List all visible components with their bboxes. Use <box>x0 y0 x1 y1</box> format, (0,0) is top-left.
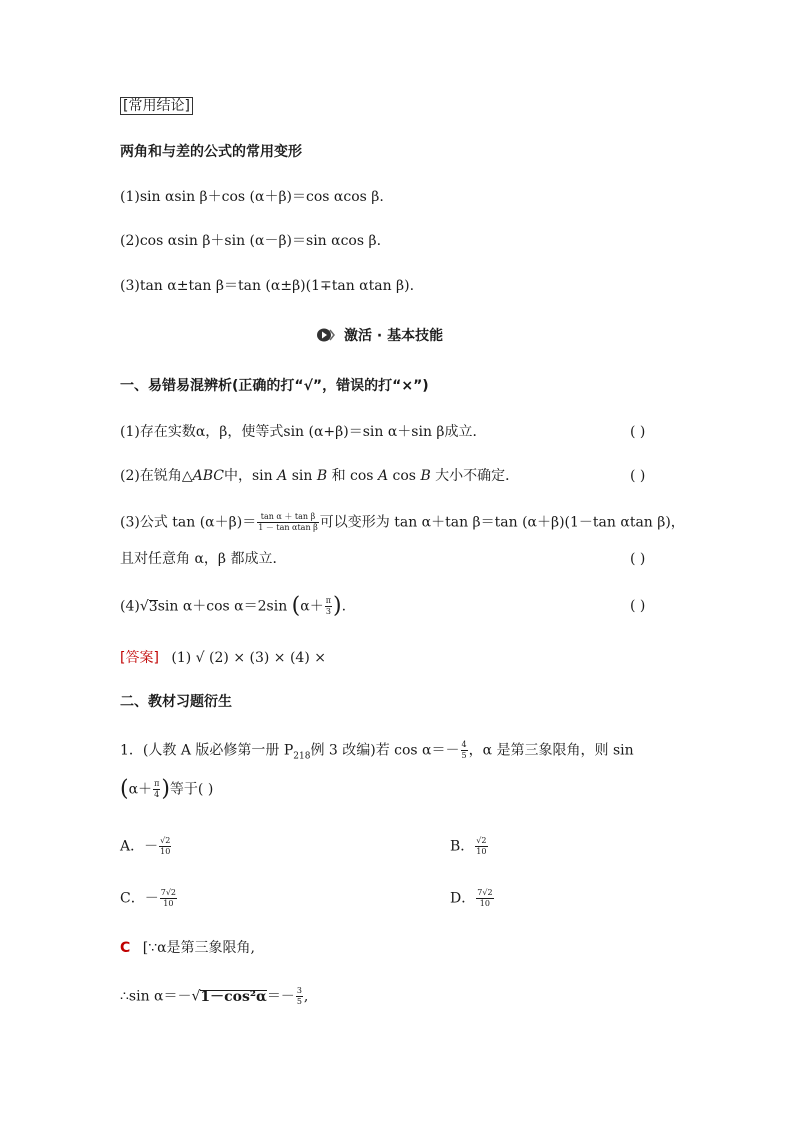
solution-line-1: C [∵α是第三象限角, <box>120 940 256 956</box>
option-c[interactable]: C．－ $\frac{7√2}{10}$ <box>120 888 177 908</box>
section-title: 激活 · 基本技能 <box>344 328 444 344</box>
part1-q1: (1)存在实数α，β，使等式sin (α+β)＝sin α＋sin β成立． <box>120 424 487 440</box>
part1-q2: (2)在锐角△ABC中，sin A sin B 和 cos A cos B 大小不确定． <box>120 468 520 484</box>
fraction: $\frac{\text{tan α ＋ tan β}}{\text{1 － tan αtan β}}$ <box>258 512 318 532</box>
part1-q4: (4)√3sin α＋cos α＝2sin (α＋ $\frac{\pi}{3}$ ). <box>120 593 347 619</box>
answer-paren-2: ( ) <box>630 468 646 484</box>
option-d[interactable]: D． $\frac{7√2}{10}$ <box>450 888 493 908</box>
solution-line-2: ∴sin α＝－√1－cos²α＝－ $\frac{3}{5}$ , <box>120 986 309 1006</box>
part1-answer <box>120 648 326 668</box>
part2-q1: 1．(人教 A 版必修第一册 $P_{218}$例 3 改编)若 cos α＝－ $\frac{4}{5}$ ，α 是第三象限角，则 sin <box>120 740 634 762</box>
fraction: $\frac{\pi}{3}$ <box>325 596 331 616</box>
part2-q1-cont: (α＋ $\frac{\pi}{4}$ )等于( ) <box>120 776 214 802</box>
formula-1: (1)sin αsin β＋cos (α＋β)＝cos αcos β. <box>120 189 384 205</box>
option-a[interactable]: A．－ $\frac{√2}{10}$ <box>120 836 171 856</box>
part1-q3-cont: 且对任意角 α，β 都成立． <box>120 551 287 567</box>
fraction: $\frac{\pi}{4}$ <box>154 779 160 799</box>
section-heading <box>316 325 443 345</box>
answer-paren-1: ( ) <box>630 424 646 440</box>
option-b[interactable]: B． $\frac{√2}{10}$ <box>450 836 487 856</box>
part2-title: 二、教材习题衍生 <box>120 694 232 710</box>
formula-3: (3)tan α±tan β＝tan (α±β)(1∓tan αtan β). <box>120 278 415 294</box>
answer-paren-3: ( ) <box>630 551 646 567</box>
part1-q3: (3)公式 tan (α＋β)＝ $\frac{\text{tan α ＋ tan β}}{\text{1 － tan αtan β}}$ 可以变形为 tan α＋tan β＝tan (α＋β)(1－tan αtan β)， <box>120 512 685 532</box>
part1-title: 一、易错易混辨析(正确的打“√”，错误的打“×”) <box>120 378 429 394</box>
conclusion-tag: [常用结论] <box>120 96 193 116</box>
fraction: $\frac{4}{5}$ <box>461 740 467 760</box>
conclusion-title: 两角和与差的公式的常用变形 <box>120 144 302 160</box>
formula-2: (2)cos αsin β＋sin (α－β)＝sin αcos β. <box>120 233 382 249</box>
answer-paren-4: ( ) <box>630 598 646 614</box>
answer-tag: [答案] <box>120 650 159 666</box>
play-icon <box>316 328 336 342</box>
answer-values: (1) √ (2) × (3) × (4) × <box>171 650 326 666</box>
solution-letter: C <box>120 940 131 956</box>
